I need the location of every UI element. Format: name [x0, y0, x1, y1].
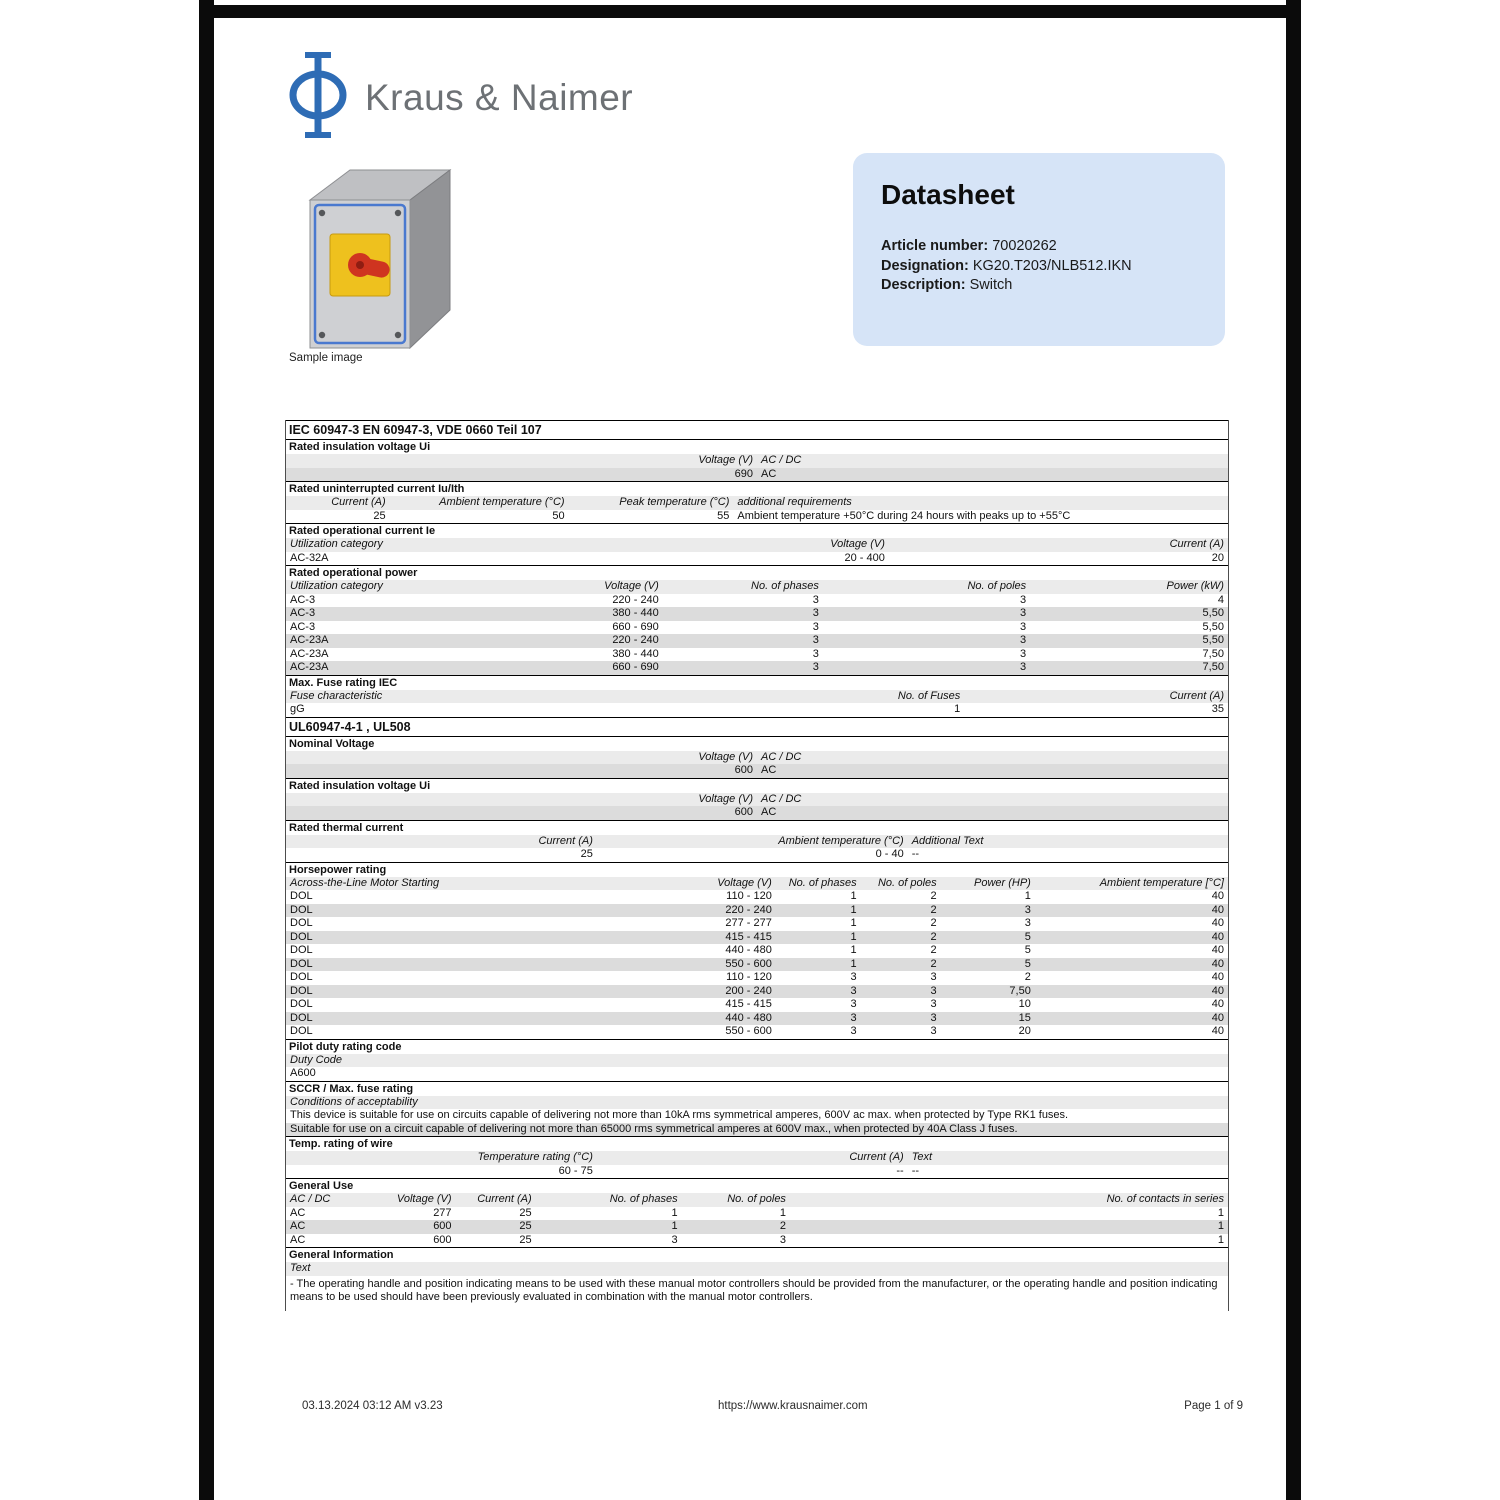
table-column-header: Voltage (V) [830, 538, 885, 550]
table-column-header: Voltage (V) [698, 750, 753, 763]
table-cell: 3 [671, 1233, 678, 1246]
table-cell: 3 [930, 984, 937, 997]
table-cell: DOL [290, 998, 313, 1010]
table-cell: 600 [433, 1233, 452, 1246]
table-section-title: General Use [286, 1178, 1228, 1193]
table-cell: 2 [779, 1220, 786, 1232]
table-column-header-row [286, 1262, 1228, 1276]
table-row [286, 1123, 1228, 1137]
table-cell: 3 [930, 998, 937, 1010]
table-cell: 15 [1018, 1011, 1031, 1024]
table-column-header: No. of poles [727, 1193, 786, 1205]
table-cell: 2 [930, 903, 937, 916]
table-column-header: Conditions of acceptability [290, 1095, 418, 1108]
table-cell: 3 [850, 998, 857, 1010]
table-column-header: Voltage (V) [396, 1193, 452, 1205]
brand-logo [287, 50, 633, 145]
table-column-header: No. of Fuses [897, 689, 961, 702]
table-cell: 415 - 415 [725, 930, 772, 943]
table-row [286, 661, 1228, 675]
table-cell: 40 [1211, 971, 1224, 983]
table-cell: 5 [1024, 944, 1031, 956]
table-cell: 7,50 [1202, 661, 1224, 673]
table-column-header: Peak temperature (°C) [619, 496, 730, 508]
table-cell: DOL [290, 930, 313, 943]
datasheet-card [853, 153, 1225, 346]
table-cell: 1 [954, 703, 961, 715]
table-row [286, 1220, 1228, 1234]
table-row [286, 971, 1228, 985]
table-cell: 25 [373, 509, 386, 522]
table-cell: AC [761, 764, 777, 776]
table-cell: 2 [930, 930, 937, 943]
footer-date: 03.13.2024 03:12 AM v3.23 [302, 1400, 443, 1412]
description-label: Description: [881, 277, 966, 293]
table-column-header: additional requirements [737, 496, 852, 508]
table-cell: -- [911, 848, 920, 860]
table-cell: 1 [1217, 1206, 1224, 1219]
table-cell: 1 [671, 1220, 678, 1232]
table-cell: 690 [734, 467, 753, 480]
table-cell: 4 [1217, 593, 1224, 606]
table-column-header-row [286, 1096, 1228, 1110]
table-cell: 3 [850, 1025, 857, 1037]
table-column-header: Current (A) [331, 496, 386, 508]
footer [285, 1400, 1243, 1416]
table-column-header-row [286, 793, 1228, 807]
table-cell: AC-3 [290, 593, 316, 606]
table-cell: 40 [1211, 1025, 1224, 1037]
table-row [286, 552, 1228, 566]
table-cell: AC [290, 1233, 306, 1246]
description-field [881, 276, 1197, 296]
table-cell: 2 [930, 890, 937, 902]
table-cell: 1 [850, 930, 857, 943]
table-column-header-row [286, 1151, 1228, 1165]
table-section-title: Rated insulation voltage Ui [286, 778, 1228, 793]
table-column-header: Voltage (V) [698, 454, 753, 466]
table-cell: 3 [812, 593, 819, 606]
table-cell: 600 [734, 806, 753, 818]
table-cell: 2 [930, 917, 937, 929]
table-row [286, 468, 1228, 482]
table-cell: 7,50 [1202, 647, 1224, 660]
table-cell: 3 [1020, 647, 1027, 660]
table-cell: 600 [433, 1220, 452, 1232]
table-column-header: No. of poles [967, 580, 1027, 592]
table-cell: AC-3 [290, 620, 316, 633]
table-section-title: Temp. rating of wire [286, 1136, 1228, 1151]
table-column-header: Text [911, 1151, 933, 1163]
table-row [286, 1207, 1228, 1221]
table-cell: DOL [290, 957, 313, 970]
table-row [286, 634, 1228, 648]
table-cell: 40 [1211, 1011, 1224, 1024]
table-cell: 0 - 40 [875, 848, 904, 860]
table-cell: 415 - 415 [725, 998, 772, 1010]
table-cell: 40 [1211, 930, 1224, 943]
table-column-header-row [286, 751, 1228, 765]
table-cell: 110 - 120 [726, 971, 772, 983]
spec-table [285, 420, 1229, 1311]
table-cell: 3 [779, 1233, 786, 1246]
table-cell: DOL [290, 1011, 313, 1024]
table-cell: 220 - 240 [612, 593, 659, 606]
table-row [286, 703, 1228, 717]
table-cell: 2 [930, 957, 937, 970]
sample-image-caption: Sample image [289, 352, 363, 364]
table-cell: 5 [1024, 957, 1031, 970]
table-row [286, 998, 1228, 1012]
table-cell: 3 [930, 971, 937, 983]
table-cell: 1 [1024, 890, 1031, 902]
table-cell: Ambient temperature +50°C during 24 hours with peaks up to +55°C [737, 509, 1071, 522]
table-column-header: Temperature rating (°C) [477, 1151, 593, 1163]
table-cell: 440 - 480 [725, 1011, 772, 1024]
table-cell: AC-23A [290, 647, 329, 660]
table-section-title: Rated thermal current [286, 820, 1228, 835]
table-cell: 3 [850, 1011, 857, 1024]
table-cell: 5 [1024, 930, 1031, 943]
table-section-title: Horsepower rating [286, 862, 1228, 877]
table-standard-header: IEC 60947-3 EN 60947-3, VDE 0660 Teil 107 [286, 420, 1228, 439]
brand-name: Kraus & Naimer [365, 76, 634, 118]
table-column-header: Additional Text [911, 834, 984, 847]
table-column-header: Ambient temperature (°C) [778, 834, 904, 847]
table-cell: 60 - 75 [558, 1164, 593, 1177]
table-cell: 1 [850, 944, 857, 956]
table-cell: 1 [850, 903, 857, 916]
table-column-header: No. of contacts in series [1106, 1193, 1224, 1205]
article-number-field [881, 237, 1197, 257]
table-row [286, 1067, 1228, 1081]
table-cell: AC-23A [290, 634, 329, 646]
table-column-header: Current (A) [538, 834, 593, 847]
table-column-header: No. of poles [877, 876, 937, 889]
table-cell: 1 [850, 890, 857, 902]
table-row [286, 1234, 1228, 1248]
table-row [286, 890, 1228, 904]
table-cell: 25 [519, 1206, 532, 1219]
table-cell: 55 [717, 509, 730, 522]
table-cell: 3 [1020, 620, 1027, 633]
table-cell: DOL [290, 1025, 313, 1037]
table-section-title: Pilot duty rating code [286, 1039, 1228, 1054]
table-cell: 110 - 120 [726, 890, 772, 902]
table-column-header: Current (A) [1169, 689, 1224, 702]
table-cell: 550 - 600 [725, 1025, 772, 1037]
table-cell: 440 - 480 [725, 944, 772, 956]
table-column-header: No. of phases [788, 876, 857, 889]
table-column-header: Current (A) [849, 1151, 904, 1163]
table-row [286, 621, 1228, 635]
table-column-header: Utilization category [290, 580, 383, 592]
table-row [286, 594, 1228, 608]
table-cell: AC [761, 806, 777, 818]
table-cell: 40 [1211, 944, 1224, 956]
table-column-header: AC / DC [761, 750, 802, 763]
table-row [286, 1109, 1228, 1123]
table-cell: 3 [812, 607, 819, 619]
designation-label: Designation: [881, 257, 969, 274]
table-row [286, 510, 1228, 524]
table-column-header: Fuse characteristic [290, 689, 383, 702]
table-cell: 10 [1018, 998, 1031, 1010]
footer-page-number: Page 1 of 9 [1184, 1400, 1243, 1412]
table-cell: 200 - 240 [725, 984, 772, 997]
table-cell: AC-3 [290, 607, 316, 619]
table-cell: 40 [1211, 890, 1224, 902]
table-column-header: Current (A) [477, 1193, 532, 1205]
table-cell: DOL [290, 903, 313, 916]
table-cell: DOL [290, 917, 313, 929]
description-value: Switch [969, 277, 1013, 293]
table-cell: 380 - 440 [612, 647, 659, 660]
table-cell: 380 - 440 [612, 607, 659, 619]
table-section-title: General Information [286, 1247, 1228, 1262]
table-cell: 3 [1024, 903, 1031, 916]
table-cell: 40 [1211, 984, 1224, 997]
table-column-header: AC / DC [290, 1193, 331, 1205]
table-section-title: SCCR / Max. fuse rating [286, 1081, 1228, 1096]
table-column-header: Current (A) [1169, 538, 1224, 550]
table-cell: 40 [1211, 903, 1224, 916]
table-cell: 660 - 690 [612, 661, 659, 673]
page-frame-left [199, 0, 214, 1500]
table-row [286, 917, 1228, 931]
table-cell: AC [761, 467, 777, 480]
table-standard-header: UL60947-4-1 , UL508 [286, 717, 1228, 736]
table-cell: 7,50 [1009, 984, 1031, 997]
table-cell: Suitable for use on a circuit capable of delivering not more than 65000 rms symmetrical amperes at 600V max., when protected by 40A Class J fuses. [290, 1122, 1018, 1135]
table-cell: 1 [671, 1206, 678, 1219]
table-cell: AC [290, 1220, 306, 1232]
footer-url[interactable]: https://www.krausnaimer.com [718, 1400, 868, 1412]
table-column-header: Across-the-Line Motor Starting [290, 876, 440, 889]
table-column-header: Utilization category [290, 538, 383, 550]
table-section-title: Nominal Voltage [286, 736, 1228, 751]
table-cell: 277 - 277 [725, 917, 772, 929]
table-cell: 25 [580, 848, 593, 860]
table-row [286, 806, 1228, 820]
table-cell: AC-32A [290, 551, 329, 564]
table-cell: DOL [290, 890, 313, 902]
table-cell: 3 [1020, 593, 1027, 606]
table-cell: 1 [850, 957, 857, 970]
table-cell: 5,50 [1202, 620, 1224, 633]
table-cell: 20 [1018, 1025, 1031, 1037]
table-cell: DOL [290, 984, 313, 997]
phi-icon [287, 50, 349, 145]
table-cell: 20 [1211, 551, 1224, 564]
table-column-header: Voltage (V) [717, 876, 772, 889]
table-cell: -- [896, 1164, 904, 1177]
table-column-header: Duty Code [290, 1053, 342, 1066]
table-cell: 40 [1211, 917, 1224, 929]
table-cell: 2 [1024, 971, 1031, 983]
table-cell: 1 [779, 1206, 786, 1219]
table-section-title: Rated operational current Ie [286, 523, 1228, 538]
table-column-header-row [286, 496, 1228, 510]
table-cell: 1 [1217, 1233, 1224, 1246]
table-cell: A600 [290, 1067, 316, 1079]
table-column-header-row [286, 877, 1228, 891]
table-row [286, 648, 1228, 662]
article-number-value: 70020262 [992, 238, 1057, 254]
table-column-header: Ambient temperature (°C) [439, 496, 565, 508]
table-cell: This device is suitable for use on circuits capable of delivering not more than 10kA rms symmetrical amperes, 600V ac max. when protected by Type RK1 fuses. [290, 1109, 1069, 1121]
table-cell: DOL [290, 971, 313, 983]
designation-value: KG20.T203/NLB512.IKN [972, 257, 1132, 274]
table-column-header: Power (kW) [1166, 580, 1224, 592]
page-frame-top [199, 5, 1301, 18]
table-column-header: Voltage (V) [698, 792, 753, 805]
table-row [286, 1012, 1228, 1026]
table-cell: 25 [519, 1233, 532, 1246]
table-column-header: Power (HP) [974, 876, 1031, 889]
table-cell: 3 [1024, 917, 1031, 929]
table-section-title: Max. Fuse rating IEC [286, 675, 1228, 690]
table-column-header: No. of phases [609, 1193, 678, 1205]
table-cell: 3 [1020, 607, 1027, 619]
table-column-header: Ambient temperature [°C] [1099, 876, 1224, 889]
datasheet-title: Datasheet [881, 179, 1015, 210]
table-cell: 3 [850, 971, 857, 983]
table-cell: DOL [290, 944, 313, 956]
table-cell: 5,50 [1202, 607, 1224, 619]
table-cell: 277 [433, 1206, 452, 1219]
table-cell: AC-23A [290, 661, 329, 673]
table-row [286, 985, 1228, 999]
table-cell: 35 [1211, 703, 1224, 715]
table-cell: gG [290, 703, 305, 715]
table-cell: -- [911, 1164, 920, 1177]
table-row [286, 848, 1228, 862]
table-column-header-row [286, 1054, 1228, 1068]
table-cell: 5,50 [1202, 634, 1224, 646]
table-column-header-row [286, 538, 1228, 552]
table-section-title: Rated operational power [286, 565, 1228, 580]
table-cell: 25 [519, 1220, 532, 1232]
table-cell: 1 [1217, 1220, 1224, 1232]
table-cell: 3 [812, 647, 819, 660]
table-row [286, 944, 1228, 958]
table-row [286, 607, 1228, 621]
table-column-header: Text [290, 1262, 311, 1274]
product-photo [298, 158, 473, 358]
table-column-header: No. of phases [751, 580, 819, 592]
table-cell: 3 [930, 1025, 937, 1037]
table-column-header-row [286, 1193, 1228, 1207]
table-cell: 40 [1211, 957, 1224, 970]
table-column-header-row [286, 580, 1228, 594]
table-cell: 3 [812, 661, 819, 673]
table-row [286, 958, 1228, 972]
table-cell: 1 [850, 917, 857, 929]
table-section-title: Rated uninterrupted current Iu/Ith [286, 481, 1228, 496]
table-cell: 3 [850, 984, 857, 997]
table-column-header: AC / DC [761, 792, 802, 805]
table-cell: 220 - 240 [725, 903, 772, 916]
table-cell: 3 [1020, 661, 1027, 673]
table-column-header: Voltage (V) [604, 580, 659, 592]
table-cell: AC [290, 1206, 306, 1219]
table-row [286, 764, 1228, 778]
table-cell: 3 [930, 1011, 937, 1024]
table-row [286, 1165, 1228, 1179]
designation-field [881, 257, 1197, 277]
table-cell: 50 [552, 509, 565, 522]
table-section-title: Rated insulation voltage Ui [286, 439, 1228, 454]
table-cell: 220 - 240 [612, 634, 659, 646]
table-cell: 550 - 600 [725, 957, 772, 970]
table-cell: 600 [734, 764, 753, 776]
table-column-header-row [286, 835, 1228, 849]
table-cell: 3 [1020, 634, 1027, 646]
table-row [286, 1025, 1228, 1039]
table-column-header: AC / DC [761, 454, 802, 466]
table-paragraph: - The operating handle and position indicating means to be used with these manual motor controllers should be provided from the manufacturer, or the operating handle and position indicating means to be used should have been previously evaluated in combination with the manual motor controllers. [290, 1277, 1218, 1303]
table-column-header-row [286, 454, 1228, 468]
table-row [286, 904, 1228, 918]
table-cell: 3 [812, 634, 819, 646]
page-frame-right [1286, 0, 1301, 1500]
article-number-label: Article number: [881, 238, 989, 254]
table-cell: 3 [812, 620, 819, 633]
table-cell: 40 [1211, 998, 1224, 1010]
table-cell: 2 [930, 944, 937, 956]
table-column-header-row [286, 690, 1228, 704]
table-cell: 20 - 400 [844, 551, 885, 564]
table-cell: 660 - 690 [612, 620, 659, 633]
table-row [286, 931, 1228, 945]
